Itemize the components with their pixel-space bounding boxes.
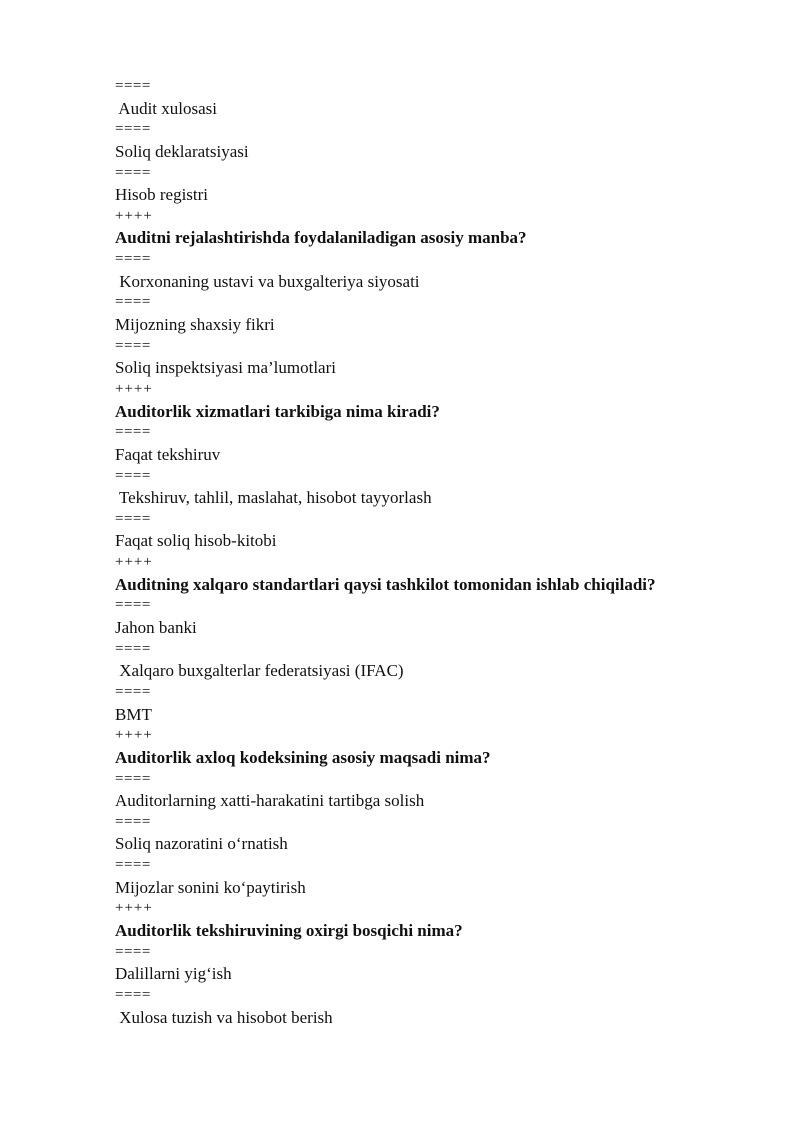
separator-plus: ++++ [115,727,153,744]
answer-option: Soliq nazoratini o‘rnatish [115,834,288,854]
separator-plus: ++++ [115,380,153,397]
question-text: Auditorlik axloq kodeksining asosiy maqsadi nima? [115,747,491,767]
answer-option: Jahon banki [115,618,197,638]
separator-equals: ==== [115,78,151,94]
answer-option: Auditorlarning xatti-harakatini tartibga solish [115,791,425,811]
separator-equals: ==== [115,294,151,311]
separator-equals: ==== [115,770,151,787]
question-text: Auditning xalqaro standartlari qaysi tashkilot tomonidan ishlab chiqiladi? [115,574,656,594]
separator-equals: ==== [115,424,151,441]
answer-option: Dalillarni yig‘ish [115,964,232,984]
answer-option: Xalqaro buxgalterlar federatsiyasi (IFAC) [115,661,404,681]
separator-equals: ==== [115,510,151,527]
separator-plus: ++++ [115,554,153,571]
answer-option: Mijozlar sonini ko‘paytirish [115,877,306,897]
separator-equals: ==== [115,943,151,960]
separator-equals: ==== [115,857,151,874]
answer-option: Hisob registri [115,185,209,205]
question-text: Auditorlik xizmatlari tarkibiga nima kiradi? [115,401,440,421]
separator-equals: ==== [115,986,151,1003]
answer-option: Tekshiruv, tahlil, maslahat, hisobot tayyorlash [115,488,432,508]
separator-plus: ++++ [115,207,153,224]
answer-option: Audit xulosasi [115,98,218,118]
separator-equals: ==== [115,164,151,181]
question-text: Auditni rejalashtirishda foydalaniladigan asosiy manba? [115,228,527,248]
answer-option: Mijozning shaxsiy fikri [115,315,275,335]
separator-equals: ==== [115,813,151,830]
separator-equals: ==== [115,683,151,700]
separator-equals: ==== [115,640,151,657]
separator-equals: ==== [115,251,151,268]
answer-option: Xulosa tuzish va hisobot berish [115,1007,333,1027]
separator-equals: ==== [115,597,151,614]
question-text: Auditorlik tekshiruvining oxirgi bosqichi nima? [115,920,463,940]
answer-option: Faqat soliq hisob-kitobi [115,531,277,551]
separator-plus: ++++ [115,900,153,917]
answer-option: BMT [115,704,152,724]
document-page [115,76,755,1028]
answer-option: Faqat tekshiruv [115,444,221,464]
separator-equals: ==== [115,467,151,484]
answer-option: Korxonaning ustavi va buxgalteriya siyosati [115,271,420,291]
separator-equals: ==== [115,337,151,354]
separator-equals: ==== [115,121,151,138]
answer-option: Soliq inspektsiyasi ma’lumotlari [115,358,336,378]
answer-option: Soliq deklaratsiyasi [115,141,249,161]
